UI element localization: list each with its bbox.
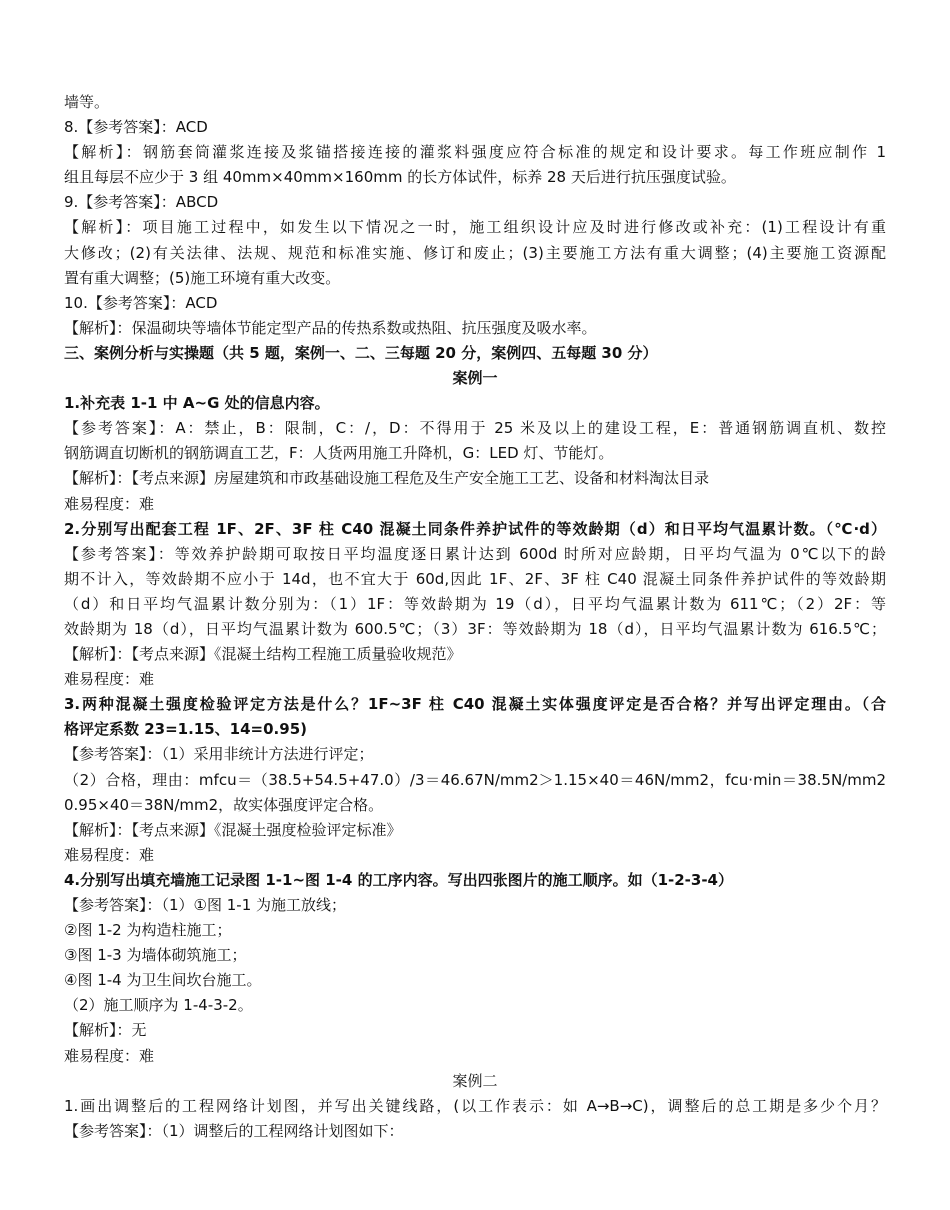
text-line: 【解析】：钢筋套筒灌浆连接及浆锚搭接连接的灌浆料强度应符合标准的规定和设计要求。每工作班应制作 1 <box>64 143 886 162</box>
heading-line: 格评定系数 23=1.15、14=0.95) <box>64 720 307 739</box>
text-line: 难易程度：难 <box>64 1046 155 1065</box>
text-line: （2）施工顺序为 1-4-3-2。 <box>64 996 253 1015</box>
text-line: 9.【参考答案】：ABCD <box>64 193 219 212</box>
document-body <box>64 90 886 1144</box>
text-line: 10.【参考答案】：ACD <box>64 293 218 312</box>
text-line: 【解析】：项目施工过程中，如发生以下情况之一时，施工组织设计应及时进行修改或补充：(1)工程设计有重 <box>64 218 886 237</box>
text-line: 【参考答案】：（1）调整后的工程网络计划图如下： <box>64 1121 404 1140</box>
text-line: 【参考答案】：A：禁止，B：限制，C：/，D：不得用于 25 米及以上的建设工程，E：普通钢筋调直机、数控 <box>64 419 886 438</box>
heading-line: 2.分别写出配套工程 1F、2F、3F 柱 C40 混凝土同条件养护试件的等效龄期（d）和日平均气温累计数。（℃·d） <box>64 519 886 538</box>
text-line: ③图 1-3 为墙体砌筑施工； <box>64 946 247 965</box>
text-line: 案例二 <box>452 1071 498 1090</box>
text-line: 期不计入，等效龄期不应小于 14d，也不宜大于 60d,因此 1F、2F、3F 柱 C40 混凝土同条件养护试件的等效龄期 <box>64 569 886 588</box>
text-line: ②图 1-2 为构造柱施工； <box>64 921 232 940</box>
text-line: 置有重大调整；(5)施工环境有重大改变。 <box>64 268 341 287</box>
text-line: 【参考答案】：（1）①图 1-1 为施工放线； <box>64 896 347 914</box>
heading-line: 三、案例分析与实操题（共 5 题，案例一、二、三每题 20 分，案例四、五每题 30 分） <box>64 343 658 362</box>
text-line: （2）合格，理由：mfcu＝（38.5+54.5+47.0）/3＝46.67N/mm2＞1.15×40＝46N/mm2，fcu·min＝38.5N/mm2 <box>64 770 886 789</box>
text-line: 1.画出调整后的工程网络计划图，并写出关键线路，(以工作表示：如 A→B→C)，调整后的总工期是多少个月？ <box>64 1096 886 1115</box>
text-line: 8.【参考答案】：ACD <box>64 118 208 137</box>
heading-line: 4.分别写出填充墙施工记录图 1-1~图 1-4 的工序内容。写出四张图片的施工顺序。如（1-2-3-4） <box>64 870 733 889</box>
text-line: 大修改；(2)有关法律、法规、规范和标准实施、修订和废止；(3)主要施工方法有重大调整；(4)主要施工资源配 <box>64 243 886 262</box>
text-line: 效龄期为 18（d），日平均气温累计数为 600.5℃；（3）3F：等效龄期为 18（d），日平均气温累计数为 616.5℃； <box>64 619 886 638</box>
text-line: 组且每层不应少于 3 组 40mm×40mm×160mm 的长方体试件，标养 28 天后进行抗压强度试验。 <box>64 168 736 187</box>
text-line: 钢筋调直切断机的钢筋调直工艺，F：人货两用施工升降机，G：LED 灯、节能灯。 <box>64 444 614 463</box>
text-line: 难易程度：难 <box>64 670 155 689</box>
heading-line: 3.两种混凝土强度检验评定方法是什么？1F~3F 柱 C40 混凝土实体强度评定是否合格？并写出评定理由。（合 <box>64 695 886 714</box>
heading-line: 案例一 <box>452 369 498 388</box>
text-line: 难易程度：难 <box>64 845 155 864</box>
text-line: 【解析】：无 <box>64 1021 147 1040</box>
text-line: 【解析】：【考点来源】《混凝土强度检验评定标准》 <box>64 820 402 839</box>
text-line: （d）和日平均气温累计数分别为：（1）1F：等效龄期为 19（d），日平均气温累计数为 611℃；（2）2F：等 <box>64 594 886 613</box>
text-line: 【解析】：【考点来源】《混凝土结构工程施工质量验收规范》 <box>64 645 462 664</box>
text-line: 【解析】：【考点来源】房屋建筑和市政基础设施工程危及生产安全施工工艺、设备和材料淘汰目录 <box>64 469 710 488</box>
heading-line: 1.补充表 1-1 中 A~G 处的信息内容。 <box>64 394 330 413</box>
text-line: 0.95×40＝38N/mm2，故实体强度评定合格。 <box>64 795 384 814</box>
text-line: 【参考答案】：（1）采用非统计方法进行评定； <box>64 745 374 764</box>
text-line: 墙等。 <box>64 93 110 111</box>
text-line: 【参考答案】：等效养护龄期可取按日平均温度逐日累计达到 600d 时所对应龄期，日平均气温为 0℃以下的龄 <box>64 544 886 563</box>
text-line: 难易程度：难 <box>64 494 155 513</box>
text-line: 【解析】：保温砌块等墙体节能定型产品的传热系数或热阻、抗压强度及吸水率。 <box>64 318 597 337</box>
text-line: ④图 1-4 为卫生间坎台施工。 <box>64 971 262 990</box>
